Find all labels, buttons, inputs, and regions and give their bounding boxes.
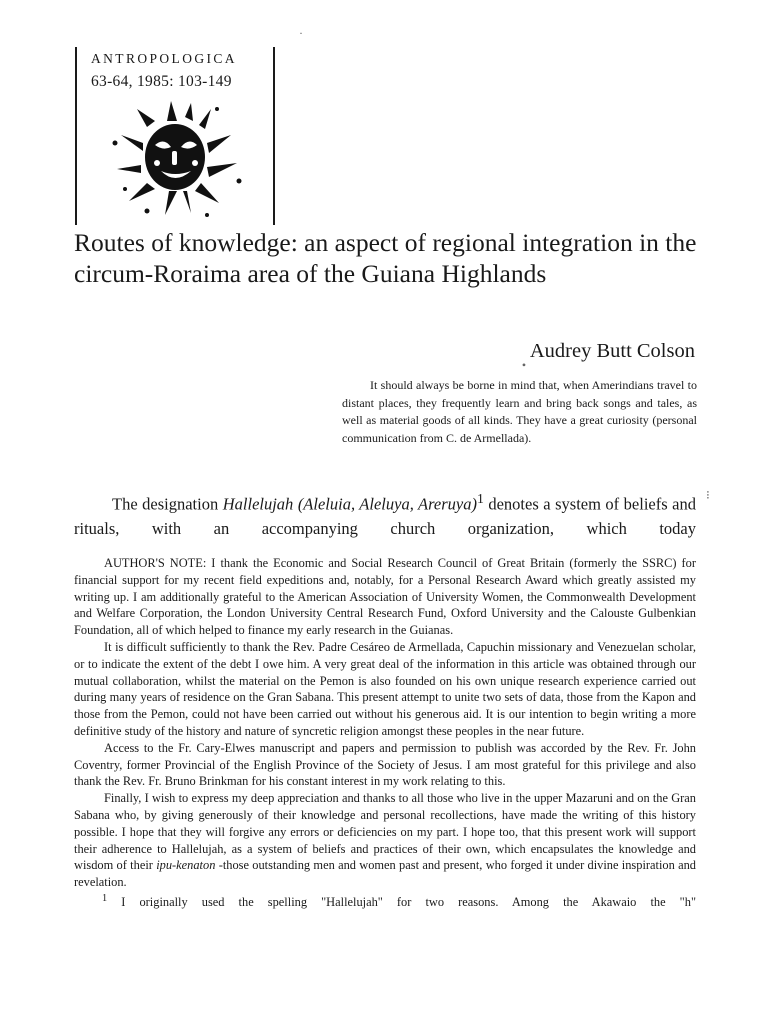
journal-reference: 63-64, 1985: 103-149 (91, 73, 232, 90)
journal-header-box (75, 47, 275, 225)
print-speck: • (521, 358, 527, 372)
author-name (521, 340, 695, 372)
footnote-mark: 1 (102, 892, 108, 904)
authors-note-paragraph-3: Access to the Fr. Cary-Elwes manuscript and papers and permission to publish was accorded by the Rev. Fr. John Coventry, former Provincial of the English Province of the Society of Jesus. I am most grateful for this privilege and also thank the Rev. Fr. Bruno Brinkman for his constant interest in my work relating to this. (74, 740, 696, 789)
authors-note (74, 555, 696, 911)
intro-term: Hallelujah (Aleluia, Aleluya, Areruya) (222, 494, 477, 514)
author-name-text: Audrey Butt Colson (529, 340, 695, 362)
article-title: Routes of knowledge: an aspect of regional integration in the circum-Roraima area of the Guiana Highlands (74, 228, 697, 288)
intro-paragraph (74, 487, 696, 541)
authors-note-paragraph-1: AUTHOR'S NOTE: I thank the Economic and Social Research Council of Great Britain (formerly the SSRC) for financial support for my recent field expeditions and, notably, for a Personal Research Award which greatly assisted my writing up. I am additionally grateful to the American Association of University Women, the Commonwealth Development and Welfare Corporation, the London University Central Research Fund, Oxford University and the Calouste Gulbenkian Foundation, all of which helped to finance my early research in the Guianas. (74, 556, 696, 638)
footnote-reference: 1 (476, 491, 484, 506)
footnote-text: I originally used the spelling "Hallelujah" for two reasons. Among the Akawaio the "h" (107, 895, 696, 910)
epigraph-text: It should always be borne in mind that, when Amerindians travel to distant places, they frequently learn and bring back songs and tales, as well as material goods of all kinds. They have a great curiosity (personal communication from C. de Armellada). (342, 378, 697, 445)
authors-note-paragraph-4 (74, 790, 696, 891)
journal-name: ANTROPOLOGICA (91, 51, 237, 66)
sun-face-petroglyph-icon (107, 99, 247, 221)
intro-lead: The designation (112, 494, 223, 514)
print-speck: · (299, 26, 303, 40)
authors-note-p4-start: Finally, I wish to express my deep appreciation and thanks to all those who live in the upper Mazaruni and on the Gran Sabana who, by giving generously of their knowledge and personal recollections, have made the writing of this history possible. I hope that they will forgive any errors or deficiencies on my part. I hope too, that this present work will support their adherence to Hallelujah, as a system of beliefs and practices of their own, which encapsulates the knowledge and wisdom of their (74, 791, 696, 873)
footnote-1 (74, 891, 696, 911)
intro-rest: denotes a system of beliefs and rituals, with an accompanying church organization, which today (74, 494, 696, 538)
authors-note-p4-end: -those outstanding men and women past and present, who forged it under divine inspiration and revelation. (74, 858, 696, 890)
authors-note-p4-term: ipu-kenaton (156, 858, 216, 873)
authors-note-paragraph-2: It is difficult sufficiently to thank the Rev. Padre Cesáreo de Armellada, Capuchin missionary and Venezuelan scholar, or to indicate the extent of the debt I owe him. A very great deal of the information in this article was obtained through our mutual collaboration, whilst the material on the Pemon is also founded on his own unique research experience carried out during many years of residence on the Gran Sabana. This present attempt to unite two sets of data, those from the Kapon and those from the Pemon, could not have been carried out without his generous aid. It is our intention to begin writing a more definitive study of the history and nature of syncretic religion amongst these peoples in the near future. (74, 639, 696, 738)
print-speck: ⁝ (706, 488, 710, 502)
epigraph (342, 377, 697, 447)
